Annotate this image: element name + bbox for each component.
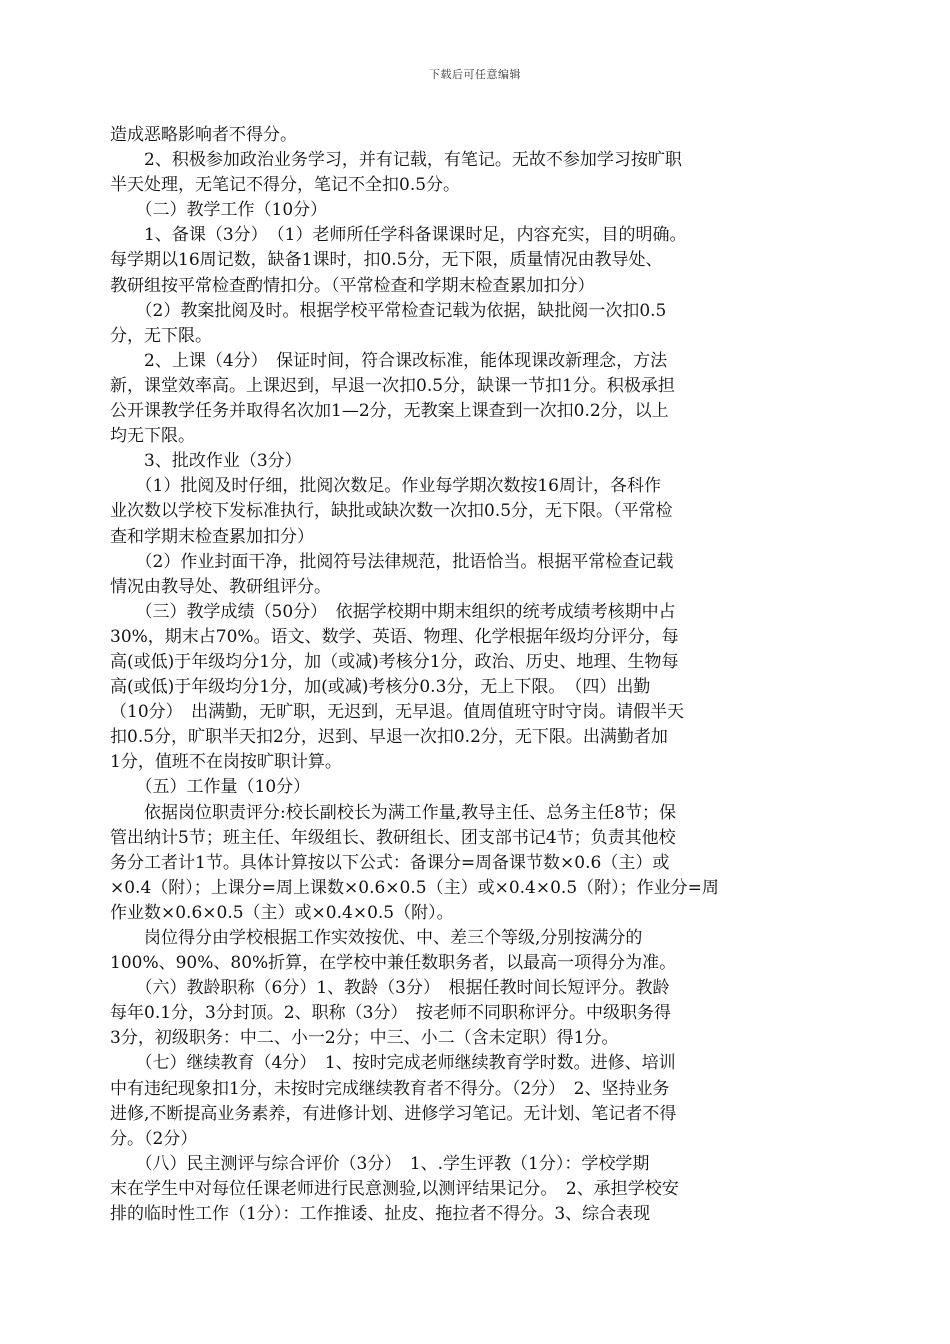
text-line: 教研组按平常检查酌情扣分。（平常检查和学期末检查累加扣分） <box>110 275 595 296</box>
page-header: 下载后可任意编辑 <box>429 68 521 81</box>
text-line: ×0.4（附）；上课分=周上课数×0.6×0.5（主）或×0.4×0.5（附）；作业分=周 <box>110 877 719 898</box>
text-line: 每年0.1分，3分封顶。2、职称（3分） 按老师不同职称评分。中级职务得 <box>110 1003 671 1024</box>
text-line: 岗位得分由学校根据工作实效按优、中、差三个等级,分别按满分的 <box>110 928 643 948</box>
text-line: 管出纳计5节；班主任、年级组长、教研组长、团支部书记4节；负责其他校 <box>110 827 676 848</box>
text-line: 造成恶略影响者不得分。 <box>110 125 297 145</box>
text-line: 依据岗位职责评分:校长副校长为满工作量,教导主任、总务主任8节；保 <box>110 802 676 823</box>
text-line: 3、批改作业（3分） <box>110 451 302 472</box>
text-line: 扣0.5分，旷职半天扣2分，迟到、早退一次扣0.2分，无下限。出满勤者加 <box>110 727 668 748</box>
text-line: 排的临时性工作（1分）：工作推诿、扯皮、拖拉者不得分。3、综合表现 <box>110 1204 651 1225</box>
text-line: 末在学生中对每位任课老师进行民意测验,以测评结果记分。 2、承担学校安 <box>110 1178 679 1199</box>
text-line: 均无下限。 <box>110 426 195 447</box>
text-line: 30%，期末占70%。语文、数学、英语、物理、化学根据年级均分评分，每 <box>110 626 679 647</box>
text-line: （10分） 出满勤，无旷职，无迟到，无早退。值周值班守时守岗。请假半天 <box>110 702 685 723</box>
text-line: （2）教案批阅及时。根据学校平常检查记载为依据，缺批阅一次扣0.5 <box>110 300 667 321</box>
text-line: （八）民主测评与综合评价（3分） 1、.学生评教（1分）：学校学期 <box>110 1153 650 1174</box>
text-line: （二）教学工作（10分） <box>110 200 328 221</box>
text-line: （三）教学成绩（50分） 依据学校期中期末组织的统考成绩考核期中占 <box>110 601 676 622</box>
text-line: 新，课堂效率高。上课迟到，早退一次扣0.5分，缺课一节扣1分。积极承担 <box>110 375 675 396</box>
document-body <box>110 123 840 1227</box>
text-line: （1）批阅及时仔细，批阅次数足。作业每学期次数按16周计，各科作 <box>110 476 661 497</box>
text-line: （2）作业封面干净，批阅符号法律规范，批语恰当。根据平常检查记载 <box>110 551 674 572</box>
text-line: 作业数×0.6×0.5（主）或×0.4×0.5（附）。 <box>110 902 454 923</box>
text-line: 高(或低)于年级均分1分，加（或减)考核分1分，政治、历史、地理、生物每 <box>110 651 679 672</box>
text-line: 中有违纪现象扣1分，未按时完成继续教育者不得分。（2分） 2、坚持业务 <box>110 1078 670 1099</box>
text-line: （五）工作量（10分） <box>110 777 311 798</box>
text-line: 2、上课（4分） 保证时间，符合课改标准，能体现课改新理念，方法 <box>110 350 668 371</box>
text-line: 查和学期末检查累加扣分） <box>110 526 314 547</box>
text-line: 务分工者计1节。具体计算按以下公式：备课分=周备课节数×0.6（主）或 <box>110 852 670 873</box>
text-line: 3分，初级职务：中二、小一2分；中三、小二（含未定职）得1分。 <box>110 1028 619 1049</box>
text-line: 公开课教学任务并取得名次加1—2分，无教案上课查到一次扣0.2分，以上 <box>110 401 669 422</box>
text-line: 分。（2分） <box>110 1128 198 1149</box>
text-line: 100%、90%、80%折算，在学校中兼任数职务者，以最高一项得分为准。 <box>110 953 677 974</box>
text-line: 2、积极参加政治业务学习，并有记载，有笔记。无故不参加学习按旷职 <box>110 150 682 171</box>
text-line: 分，无下限。 <box>110 325 212 346</box>
text-line: 业次数以学校下发标准执行，缺批或缺次数一次扣0.5分，无下限。（平常检 <box>110 501 673 522</box>
text-line: （六）教龄职称（6分）1、教龄（3分） 根据任教时间长短评分。教龄 <box>110 978 670 999</box>
text-line: （七）继续教育（4分） 1、按时完成老师继续教育学时数。进修、培训 <box>110 1053 676 1074</box>
text-line: 1分，值班不在岗按旷职计算。 <box>110 752 342 773</box>
text-line: 高(或低)于年级均分1分，加(或减)考核分0.3分，无上下限。 （四）出勤 <box>110 677 651 698</box>
text-line: 半天处理，无笔记不得分，笔记不全扣0.5分。 <box>110 175 461 196</box>
text-line: 进修,不断提高业务素养，有进修计划、进修学习笔记。无计划、笔记者不得 <box>110 1103 677 1124</box>
text-line: 1、备课（3分） （1）老师所任学科备课课时足，内容充实，目的明确。 <box>110 225 687 246</box>
text-line: 每学期以16周记数，缺备1课时，扣0.5分，无下限，质量情况由教导处、 <box>110 250 663 271</box>
text-line: 情况由教导处、教研组评分。 <box>110 576 331 597</box>
